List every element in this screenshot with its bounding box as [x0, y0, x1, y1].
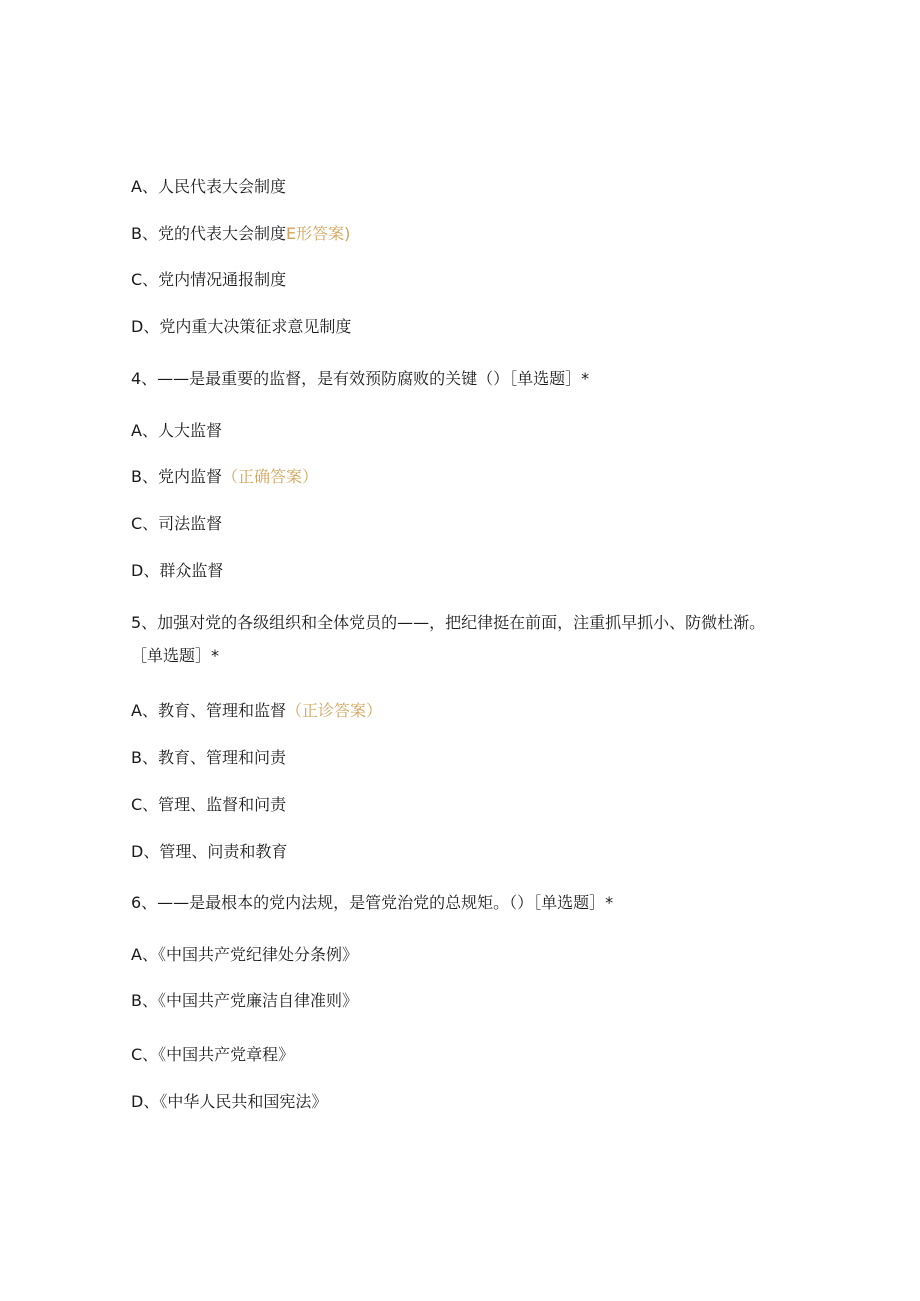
q6-question [131, 892, 613, 914]
option-text: C、党内情况通报制度 [131, 270, 287, 289]
correct-answer-marker: （正确答案） [221, 467, 318, 486]
q6-option-d[interactable] [131, 1091, 327, 1113]
correct-answer-marker: E形答案) [285, 224, 351, 243]
option-text: B、党的代表大会制度 [131, 224, 286, 243]
option-text: D、管理、问责和教育 [131, 842, 288, 861]
q4-option-c[interactable] [131, 513, 222, 535]
q3-option-b[interactable] [131, 223, 350, 245]
q3-option-a[interactable] [131, 176, 286, 198]
option-text: D、《中华人民共和国宪法》 [131, 1092, 328, 1111]
question-text: 6、——是最根本的党内法规，是管党治党的总规矩。（）［单选题］* [131, 893, 614, 912]
q5-question [131, 606, 781, 672]
option-text: D、党内重大决策征求意见制度 [131, 317, 352, 336]
q4-option-d[interactable] [131, 560, 223, 582]
option-text: A、人民代表大会制度 [131, 177, 286, 196]
option-text: C、管理、监督和问责 [131, 795, 287, 814]
q5-option-a[interactable] [131, 700, 382, 722]
q3-option-d[interactable] [131, 316, 351, 338]
option-text: B、《中国共产党廉洁自律准则》 [131, 991, 358, 1010]
option-text: D、群众监督 [131, 561, 224, 580]
question-text: 5、加强对党的各级组织和全体党员的——，把纪律挺在前面，注重抓早抓小、防微杜渐。［单选题］* [131, 613, 766, 665]
option-text: A、人大监督 [131, 421, 222, 440]
q4-question [131, 368, 589, 390]
q4-option-b[interactable] [131, 466, 318, 488]
question-text: 4、——是最重要的监督，是有效预防腐败的关键（）［单选题］* [131, 369, 590, 388]
option-text: B、教育、管理和问责 [131, 748, 286, 767]
option-text: A、《中国共产党纪律处分条例》 [131, 945, 358, 964]
q5-option-b[interactable] [131, 747, 286, 769]
option-text: C、司法监督 [131, 514, 223, 533]
q5-option-c[interactable] [131, 794, 286, 816]
q6-option-b[interactable] [131, 990, 358, 1012]
q3-option-c[interactable] [131, 269, 286, 291]
q6-option-a[interactable] [131, 944, 358, 966]
option-text: A、教育、管理和监督 [131, 701, 286, 720]
q6-option-c[interactable] [131, 1044, 294, 1066]
correct-answer-marker: （正诊答案） [285, 701, 382, 720]
q4-option-a[interactable] [131, 420, 222, 442]
q5-option-d[interactable] [131, 841, 287, 863]
option-text: B、党内监督 [131, 467, 222, 486]
option-text: C、《中国共产党章程》 [131, 1045, 295, 1064]
